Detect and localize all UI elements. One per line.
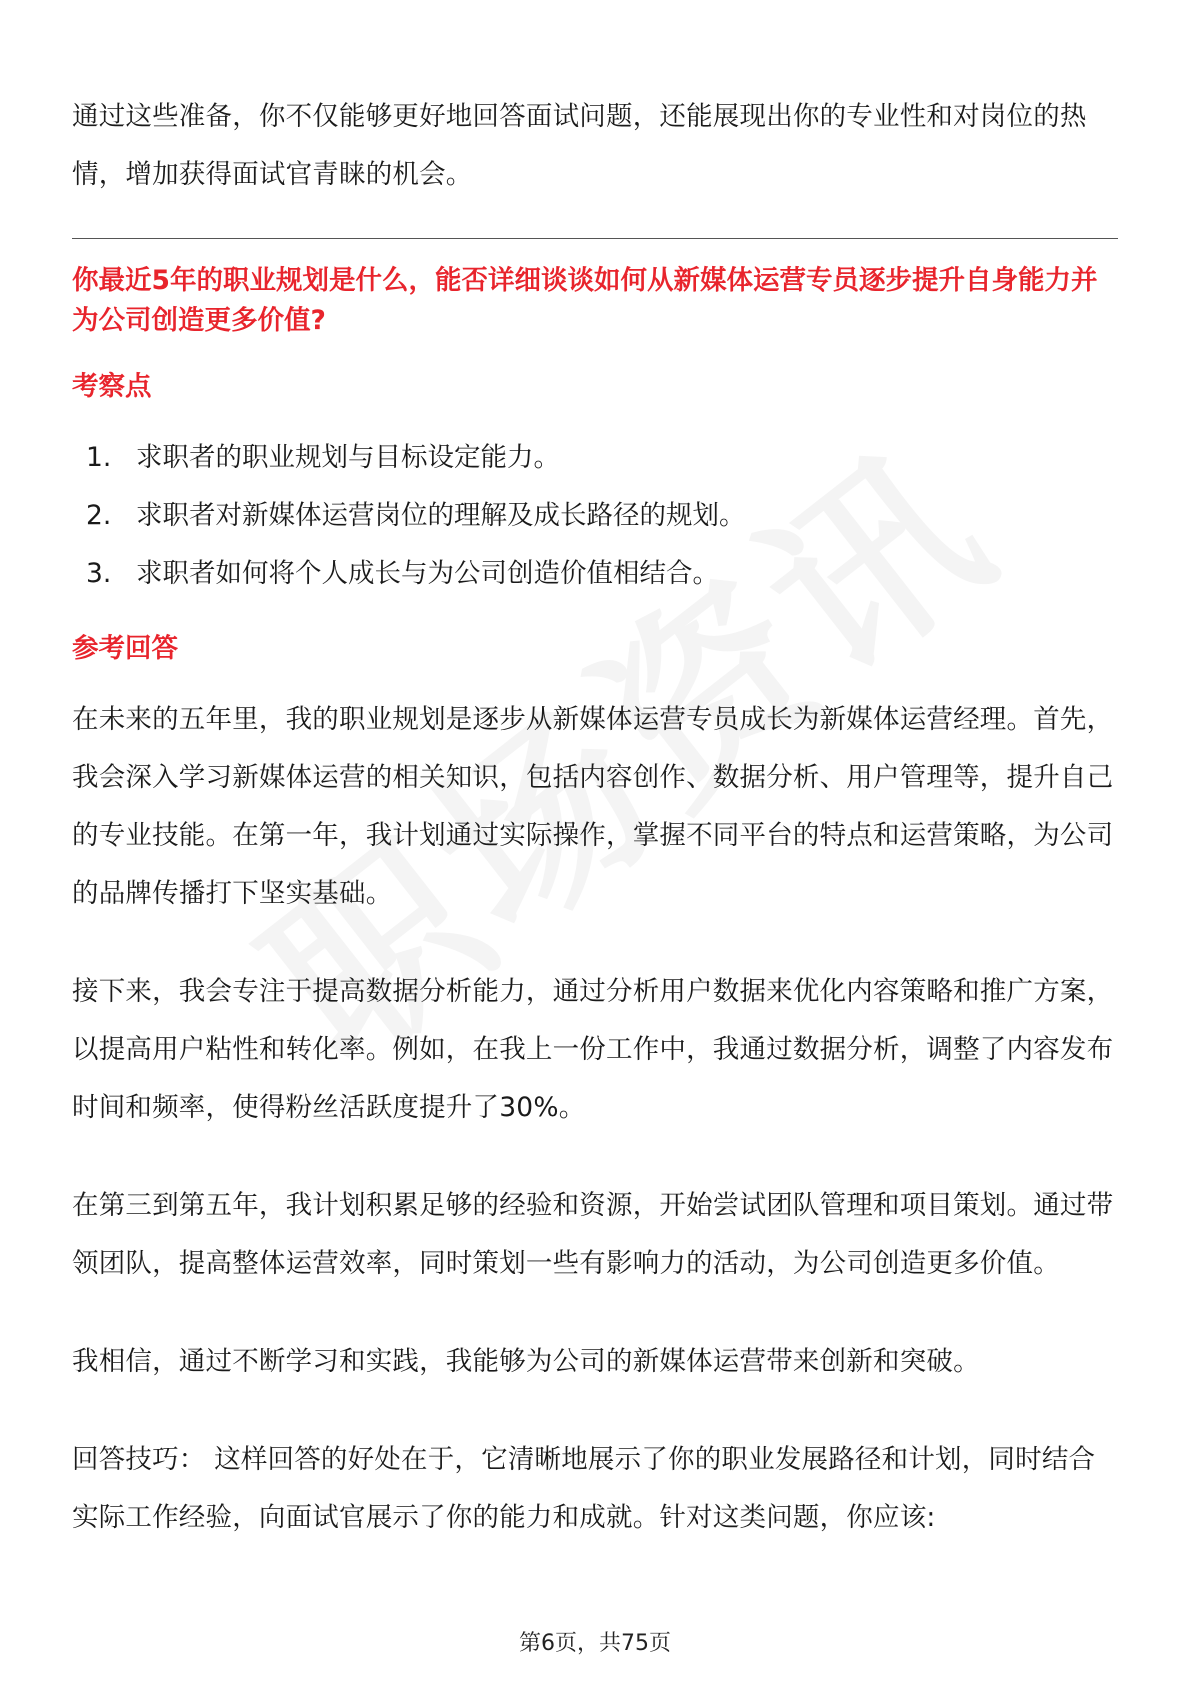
answer-paragraph: 我相信，通过不断学习和实践，我能够为公司的新媒体运营带来创新和突破。 [72, 1346, 980, 1377]
section-divider [72, 238, 1118, 239]
list-item-number: 3. [86, 558, 112, 589]
answer-tips-paragraph: 回答技巧： 这样回答的好处在于，它清晰地展示了你的职业发展路径和计划，同时结合实际工作经验，向面试官展示了你的能力和成就。针对这类问题，你应该: [72, 1444, 1096, 1533]
answer-paragraph: 在未来的五年里，我的职业规划是逐步从新媒体运营专员成长为新媒体运营经理。首先，我会深入学习新媒体运营的相关知识，包括内容创作、数据分析、用户管理等，提升自己的专业技能。在第一年，我计划通过实际操作，掌握不同平台的特点和运营策略，为公司的品牌传播打下坚实基础。 [72, 704, 1114, 909]
intro-paragraph: 通过这些准备，你不仅能够更好地回答面试问题，还能展现出你的专业性和对岗位的热情，增加获得面试官青睐的机会。 [72, 101, 1087, 190]
answer-paragraph: 接下来，我会专注于提高数据分析能力，通过分析用户数据来优化内容策略和推广方案，以提高用户粘性和转化率。例如，在我上一份工作中，我通过数据分析，调整了内容发布时间和频率，使得粉丝活跃度提升了30%。 [72, 976, 1114, 1123]
list-item [72, 545, 1118, 603]
assessment-list [72, 429, 1118, 603]
list-item-number: 2. [86, 500, 112, 531]
reference-title: 参考回答 [72, 633, 178, 664]
page-number-footer: 第6页，共75页 [519, 1631, 671, 1656]
question-heading: 你最近5年的职业规划是什么，能否详细谈谈如何从新媒体运营专员逐步提升自身能力并为公司创造更多价值? [72, 265, 1098, 336]
list-item-number: 1. [86, 442, 112, 473]
page-content [72, 88, 1118, 1547]
assessment-title: 考察点 [72, 371, 152, 402]
list-item [72, 429, 1118, 487]
list-item-text: 求职者如何将个人成长与为公司创造价值相结合。 [136, 558, 719, 589]
answer-paragraph: 在第三到第五年，我计划积累足够的经验和资源，开始尝试团队管理和项目策划。通过带领团队，提高整体运营效率，同时策划一些有影响力的活动，为公司创造更多价值。 [72, 1190, 1114, 1279]
list-item-text: 求职者的职业规划与目标设定能力。 [136, 442, 560, 473]
list-item [72, 487, 1118, 545]
list-item-text: 求职者对新媒体运营岗位的理解及成长路径的规划。 [136, 500, 746, 531]
